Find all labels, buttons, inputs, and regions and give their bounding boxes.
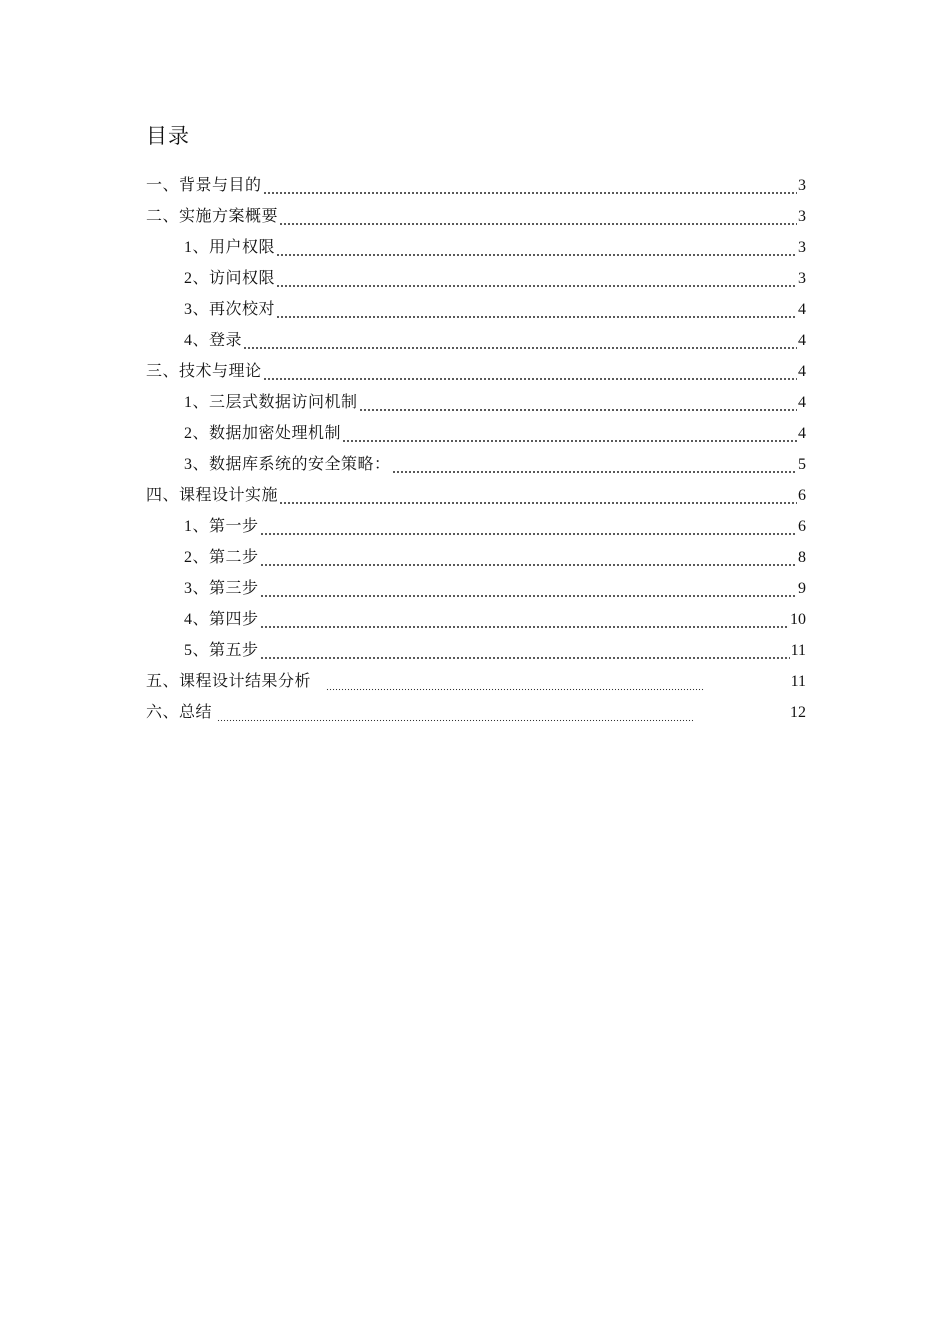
toc-leader-dots — [260, 516, 797, 538]
toc-entry-label: 一、背景与目的 — [146, 177, 262, 194]
toc-entry[interactable] — [146, 631, 806, 662]
toc-leader-dots — [260, 547, 797, 569]
toc-entry-label: 4、登录 — [184, 332, 243, 349]
toc-page-number: 4 — [798, 425, 806, 442]
toc-entry[interactable] — [146, 228, 806, 259]
toc-leader-dots — [260, 578, 797, 600]
toc-entry[interactable] — [146, 259, 806, 290]
toc-entry[interactable] — [146, 538, 806, 569]
toc-leader-dots — [326, 671, 704, 693]
toc-leader-dots — [260, 609, 789, 631]
toc-entry[interactable] — [146, 693, 806, 724]
toc-leader-dots — [260, 640, 790, 662]
toc-entry[interactable] — [146, 507, 806, 538]
toc-page-number: 6 — [798, 487, 806, 504]
toc-page-number: 12 — [790, 704, 806, 721]
toc-page-number: 5 — [798, 456, 806, 473]
toc-page-number: 3 — [798, 239, 806, 256]
toc-entry-label: 二、实施方案概要 — [146, 208, 279, 225]
toc-title: 目录 — [146, 124, 190, 148]
toc-entry[interactable] — [146, 414, 806, 445]
toc-leader-dots — [263, 361, 797, 383]
toc-leader-dots — [276, 237, 797, 259]
toc-entry[interactable] — [146, 197, 806, 228]
toc-entry-label: 1、第一步 — [184, 518, 259, 535]
toc-entry[interactable] — [146, 569, 806, 600]
toc-entry[interactable] — [146, 290, 806, 321]
toc-leader-dots — [359, 392, 797, 414]
toc-entry-label: 1、用户权限 — [184, 239, 276, 256]
toc-page-number: 4 — [798, 332, 806, 349]
toc-entry[interactable] — [146, 476, 806, 507]
toc-entry[interactable] — [146, 600, 806, 631]
toc-leader-dots — [279, 206, 797, 228]
toc-page-number: 9 — [798, 580, 806, 597]
toc-leader-dots — [217, 702, 693, 724]
toc-leader-dots — [263, 175, 797, 197]
toc-page-number: 3 — [798, 270, 806, 287]
toc-entry-label: 2、访问权限 — [184, 270, 276, 287]
toc-page-number: 6 — [798, 518, 806, 535]
toc-leader-dots — [392, 454, 797, 476]
toc-entry-label: 六、总结 — [146, 704, 213, 721]
table-of-contents — [146, 166, 806, 724]
toc-leader-dots — [276, 299, 797, 321]
toc-page-number: 8 — [798, 549, 806, 566]
toc-entry-label: 三、技术与理论 — [146, 363, 262, 380]
toc-page-number: 4 — [798, 301, 806, 318]
toc-leader-dots — [243, 330, 797, 352]
toc-leader-dots — [342, 423, 797, 445]
toc-page-number: 11 — [790, 642, 806, 659]
toc-page-number: 10 — [790, 611, 806, 628]
toc-entry[interactable] — [146, 352, 806, 383]
toc-page-number: 4 — [798, 394, 806, 411]
toc-entry-label: 3、数据库系统的安全策略： — [184, 456, 391, 473]
toc-entry-label: 四、课程设计实施 — [146, 487, 279, 504]
toc-leader-dots — [276, 268, 797, 290]
toc-entry-label: 3、第三步 — [184, 580, 259, 597]
toc-entry-label: 4、第四步 — [184, 611, 259, 628]
toc-leader-dots — [279, 485, 797, 507]
toc-page-number: 11 — [790, 673, 806, 690]
toc-entry-label: 2、数据加密处理机制 — [184, 425, 342, 442]
toc-page-number: 3 — [798, 177, 806, 194]
toc-entry[interactable] — [146, 383, 806, 414]
toc-entry-label: 5、第五步 — [184, 642, 259, 659]
toc-entry[interactable] — [146, 321, 806, 352]
toc-entry-label: 五、课程设计结果分析 — [146, 673, 312, 690]
toc-page-number: 4 — [798, 363, 806, 380]
toc-entry-label: 2、第二步 — [184, 549, 259, 566]
toc-entry[interactable] — [146, 445, 806, 476]
toc-entry[interactable] — [146, 166, 806, 197]
toc-entry-label: 3、再次校对 — [184, 301, 276, 318]
toc-page-number: 3 — [798, 208, 806, 225]
toc-entry[interactable] — [146, 662, 806, 693]
toc-entry-label: 1、三层式数据访问机制 — [184, 394, 358, 411]
